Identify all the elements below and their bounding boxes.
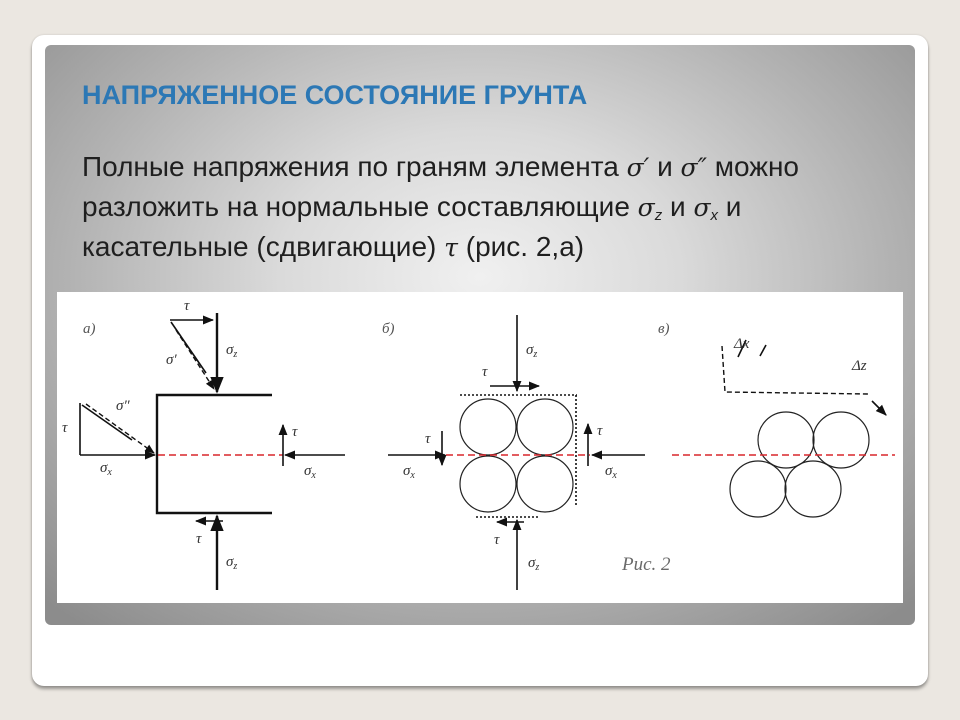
label-main: σ <box>100 460 108 476</box>
label-main: σ <box>403 463 411 479</box>
text: и <box>718 191 742 222</box>
panel-a <box>62 298 345 590</box>
paragraph-line-2 <box>82 187 912 227</box>
slide-title: НАПРЯЖЕННОЕ СОСТОЯНИЕ ГРУНТА <box>82 80 588 110</box>
soil-particle <box>460 399 516 455</box>
soil-particle <box>758 412 814 468</box>
panel-b-label: б) <box>382 321 395 337</box>
displaced-boundary <box>722 346 868 394</box>
symbol-sigma-z: σ <box>637 193 655 222</box>
text: касательные (сдвигающие) <box>82 231 445 262</box>
label-sigma-z-top <box>526 342 537 360</box>
subscript-x: x <box>710 207 719 224</box>
label-tau-left: τ <box>62 420 68 436</box>
label-tau-bottom: τ <box>494 532 500 548</box>
tick-mark <box>760 345 766 356</box>
label-main: σ <box>605 463 613 479</box>
label-tau-top: τ <box>482 364 488 380</box>
label-tau-top: τ <box>184 298 190 314</box>
label-sigma-z-top <box>226 342 237 360</box>
panel-a-label: а) <box>83 321 96 337</box>
soil-particle <box>517 399 573 455</box>
label-resultant-top: σ′ <box>166 352 177 368</box>
panel-b <box>382 315 645 590</box>
label-shift: Δx <box>734 336 750 352</box>
text: Полные напряжения по граням элемента <box>82 151 627 182</box>
label-tau-bottom: τ <box>196 531 202 547</box>
soil-particle <box>517 456 573 512</box>
soil-particle <box>730 461 786 517</box>
label-resultant-left: σ″ <box>116 398 130 414</box>
symbol-sigma-x: σ <box>693 193 711 222</box>
label-sub: x <box>107 467 112 478</box>
label-tau-right: τ <box>292 424 298 440</box>
label-sub: z <box>233 561 238 572</box>
label-sigma-x-right <box>304 463 316 481</box>
arrow-shift-direction <box>872 401 886 415</box>
label-sub: z <box>535 562 540 573</box>
text: разложить на нормальные составляющие <box>82 191 638 222</box>
label-sub: x <box>612 470 617 481</box>
label-sub: x <box>311 470 316 481</box>
label-sub: z <box>233 349 238 360</box>
soil-element <box>157 395 272 513</box>
paragraph-line-1 <box>82 147 912 187</box>
label-sigma-x-left <box>403 463 415 481</box>
soil-particle <box>813 412 869 468</box>
label-main: σ <box>528 555 536 571</box>
label-sigma-x-left <box>100 460 112 478</box>
symbol-sigma-double-prime: σ″ <box>680 153 707 182</box>
symbol-sigma-prime: σ′ <box>626 153 650 182</box>
label-rise: Δz <box>852 358 867 374</box>
label-sigma-x-right <box>605 463 617 481</box>
label-main: σ <box>226 554 234 570</box>
symbol-tau: τ <box>444 233 458 262</box>
soil-particle <box>460 456 516 512</box>
figure-2 <box>57 292 903 603</box>
panel-c <box>658 321 895 517</box>
paragraph-line-3 <box>82 227 912 267</box>
label-tau-left: τ <box>425 431 431 447</box>
label-tau-right: τ <box>597 423 603 439</box>
label-main: σ <box>304 463 312 479</box>
label-main: σ <box>226 342 234 358</box>
label-sigma-z-bottom <box>528 555 539 573</box>
label-sub: z <box>533 349 538 360</box>
arrow-resultant-top <box>176 330 214 389</box>
label-sigma-z-bottom <box>226 554 237 572</box>
text: (рис. 2,а) <box>457 231 585 262</box>
panel-c-label: в) <box>658 321 670 337</box>
slide-paragraph <box>82 147 912 267</box>
text: можно <box>706 151 799 182</box>
figure-2-drawing <box>57 292 903 603</box>
subscript-z: z <box>654 207 663 224</box>
figure-caption: Рис. 2 <box>622 554 671 575</box>
text: и <box>649 151 681 182</box>
label-main: σ <box>526 342 534 358</box>
text: и <box>662 191 694 222</box>
label-sub: x <box>410 470 415 481</box>
soil-particle <box>785 461 841 517</box>
